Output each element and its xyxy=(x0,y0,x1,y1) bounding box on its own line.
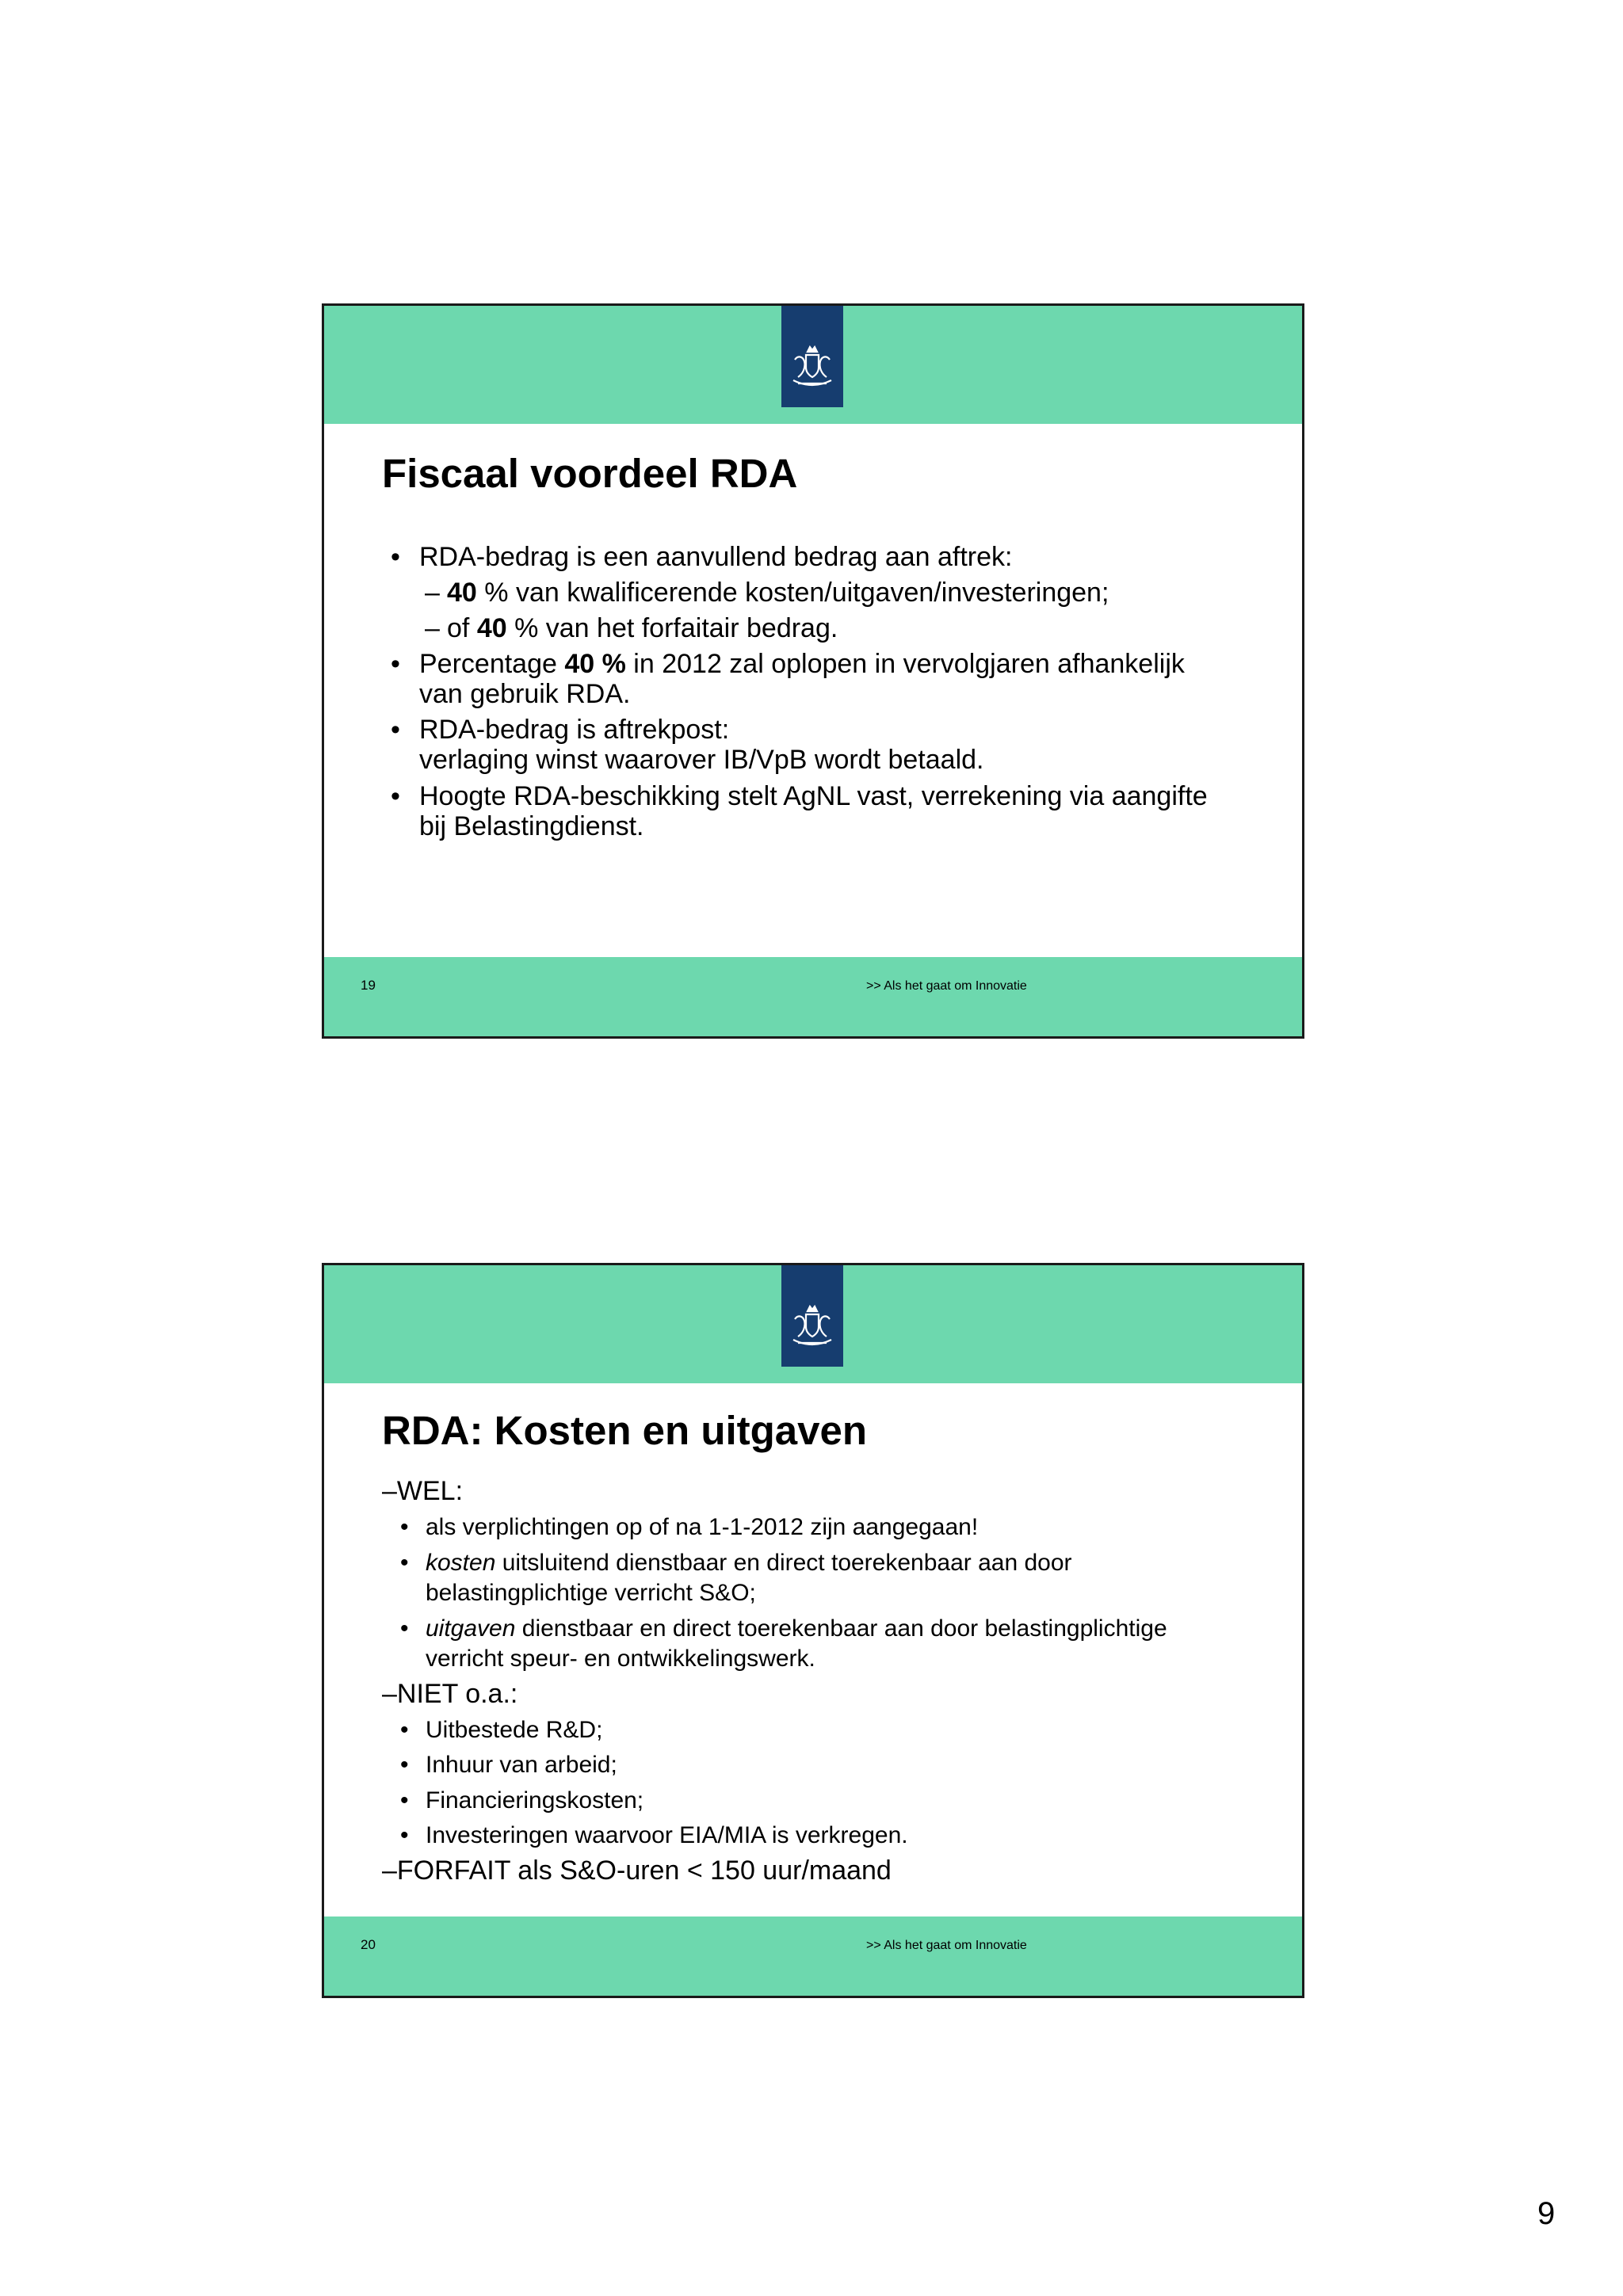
slide-20 xyxy=(322,1263,1304,1998)
forfait-label: –FORFAIT als S&O-uren < 150 uur/maand xyxy=(382,1855,892,1886)
slide-title: Fiscaal voordeel RDA xyxy=(382,451,798,496)
footer-band xyxy=(324,1917,1302,1996)
list-item: • Inhuur van arbeid; xyxy=(426,1750,617,1780)
rijksoverheid-logo xyxy=(781,1265,843,1367)
sub-bullet-item: – 40 % van kwalificerende kosten/uitgaven/investeringen; xyxy=(425,578,1109,608)
list-continuation: belastingplichtige verricht S&O; xyxy=(426,1580,756,1606)
wel-label: –WEL: xyxy=(382,1476,464,1506)
bold-value: 40 % xyxy=(564,649,626,679)
bullet-continuation: bij Belastingdienst. xyxy=(419,811,644,841)
dash-icon: – xyxy=(425,613,440,643)
list-item: • Investeringen waarvoor EIA/MIA is verkregen. xyxy=(426,1821,908,1851)
dash-icon: – xyxy=(425,578,440,608)
header-band xyxy=(324,306,1302,424)
footer-text: >> Als het gaat om Innovatie xyxy=(866,979,1027,993)
bullet-continuation: van gebruik RDA. xyxy=(419,679,631,709)
sub-bullet-item: – of 40 % van het forfaitair bedrag. xyxy=(425,613,838,643)
bullet-icon: • xyxy=(400,1787,409,1814)
bullet-icon: • xyxy=(391,715,400,745)
bold-value: 40 xyxy=(476,613,507,643)
bullet-icon: • xyxy=(400,1550,409,1576)
bullet-icon: • xyxy=(400,1717,409,1743)
italic-term: uitgaven xyxy=(426,1615,516,1642)
bullet-icon: • xyxy=(400,1822,409,1848)
rijksoverheid-logo xyxy=(781,306,843,407)
bullet-icon: • xyxy=(391,542,400,572)
bullet-icon: • xyxy=(391,781,400,811)
bullet-icon: • xyxy=(400,1514,409,1540)
bullet-icon: • xyxy=(391,649,400,679)
slide-number: 20 xyxy=(361,1937,376,1952)
bullet-icon: • xyxy=(400,1615,409,1642)
bullet-icon: • xyxy=(400,1752,409,1778)
bold-value: 40 xyxy=(447,578,477,608)
list-item: • kosten uitsluitend dienstbaar en direct toerekenbaar aan door xyxy=(426,1548,1072,1578)
footer-text: >> Als het gaat om Innovatie xyxy=(866,1939,1027,1952)
bullet-item: • Hoogte RDA-beschikking stelt AgNL vast, verrekening via aangifte xyxy=(391,781,1208,811)
bullet-continuation: verlaging winst waarover IB/VpB wordt betaald. xyxy=(419,745,984,775)
slide-number: 19 xyxy=(361,978,376,993)
list-continuation: verricht speur- en ontwikkelingswerk. xyxy=(426,1646,815,1672)
footer-band xyxy=(324,957,1302,1036)
page-number: 9 xyxy=(1537,2196,1556,2231)
bullet-text: RDA-bedrag is een aanvullend bedrag aan aftrek: xyxy=(419,542,1013,572)
bullet-item: • Percentage 40 % in 2012 zal oplopen in vervolgjaren afhankelijk xyxy=(391,649,1185,679)
italic-term: kosten xyxy=(426,1550,496,1576)
list-item: • Financieringskosten; xyxy=(426,1786,643,1816)
bullet-item xyxy=(391,542,1013,572)
list-item: • uitgaven dienstbaar en direct toerekenbaar aan door belastingplichtige xyxy=(426,1614,1167,1644)
coat-of-arms-icon xyxy=(787,344,838,391)
bullet-item: • RDA-bedrag is aftrekpost: xyxy=(391,715,730,745)
list-item: • Uitbestede R&D; xyxy=(426,1715,602,1745)
coat-of-arms-icon xyxy=(787,1303,838,1351)
list-item: • als verplichtingen op of na 1-1-2012 zijn aangegaan! xyxy=(426,1512,978,1543)
niet-label: –NIET o.a.: xyxy=(382,1679,518,1709)
header-band xyxy=(324,1265,1302,1383)
slide-19 xyxy=(322,303,1304,1039)
slide-title: RDA: Kosten en uitgaven xyxy=(382,1408,868,1453)
